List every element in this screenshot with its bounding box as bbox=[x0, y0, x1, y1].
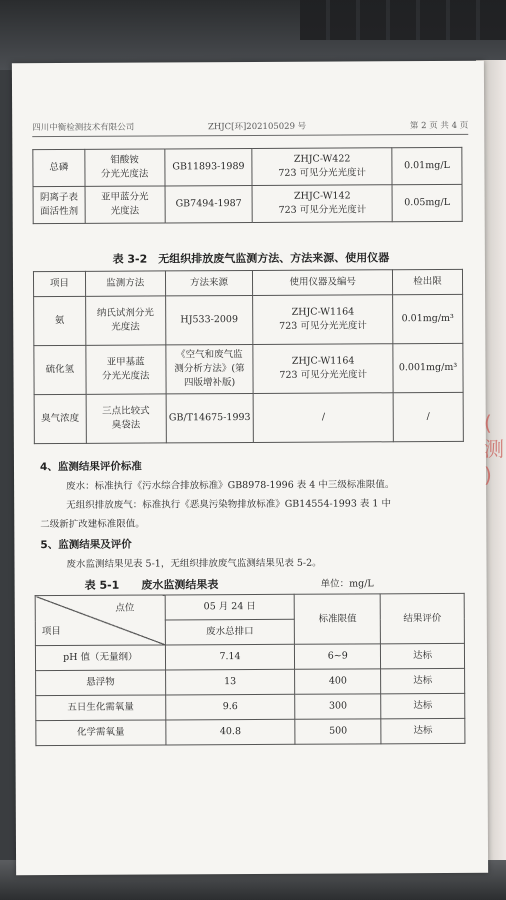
corner-top-label: 点位 bbox=[115, 602, 135, 614]
source-cell: GB7494-1987 bbox=[165, 185, 253, 222]
company-name: 四川中衡检测技术有限公司 bbox=[32, 122, 135, 134]
corner-header bbox=[35, 595, 165, 646]
table-row bbox=[33, 184, 462, 223]
section-title: 4、监测结果评价标准 bbox=[39, 460, 142, 474]
paragraph: 废水监测结果见表 5-1，无组织排放废气监测结果见表 5-2。 bbox=[66, 557, 322, 570]
column-header: 结果评价 bbox=[380, 593, 464, 643]
eval-cell: 达标 bbox=[381, 718, 465, 743]
item-cell: 总磷 bbox=[33, 149, 85, 186]
table-row bbox=[35, 643, 464, 670]
paragraph: 无组织排放废气：标准执行《恶臭污染物排放标准》GB14554-1993 表 1 中 bbox=[66, 498, 392, 511]
method-cell: 纳氏试剂分光 光度法 bbox=[85, 296, 165, 345]
section-title: 5、监测结果及评价 bbox=[40, 538, 132, 552]
item-cell: 氨 bbox=[34, 296, 86, 345]
corner-bottom-label: 项目 bbox=[41, 625, 61, 638]
column-header: 标准限值 bbox=[295, 594, 381, 644]
method-cell: 亚甲蓝分光 光度法 bbox=[85, 186, 165, 223]
item-cell: 五日生化需氧量 bbox=[36, 695, 166, 721]
table-row bbox=[34, 343, 463, 394]
instrument-cell: ZHJC-W142 723 可见分光光度计 bbox=[252, 185, 392, 223]
table-method-water bbox=[32, 147, 462, 224]
limit-cell: 0.05mg/L bbox=[392, 184, 462, 221]
table-row bbox=[36, 718, 465, 745]
instrument-cell: ZHJC-W1164 723 可见分光光度计 bbox=[253, 295, 393, 345]
table-row bbox=[36, 693, 465, 720]
page-number: 第 2 页 共 4 页 bbox=[409, 120, 469, 132]
table-header-row bbox=[35, 593, 464, 620]
table-row bbox=[34, 392, 463, 443]
eval-cell: 达标 bbox=[381, 693, 465, 718]
source-cell: HJ533-2009 bbox=[165, 295, 253, 344]
limit-cell: 0.001mg/m³ bbox=[393, 343, 463, 392]
paragraph: 二级新扩改建标准限值。 bbox=[40, 518, 145, 531]
table-method-gas bbox=[33, 269, 464, 444]
date-header: 05 月 24 日 bbox=[165, 594, 295, 620]
table-row bbox=[36, 668, 465, 695]
column-header: 检出限 bbox=[392, 269, 462, 294]
source-cell: GB11893-1989 bbox=[164, 148, 252, 185]
value-cell: 40.8 bbox=[166, 719, 296, 745]
page-header bbox=[32, 119, 468, 137]
item-cell: pH 值（无量纲） bbox=[35, 645, 165, 671]
table-results-water bbox=[35, 593, 466, 746]
instrument-cell: ZHJC-W422 723 可见分光光度计 bbox=[252, 148, 392, 186]
report-number: ZHJC[环]202105029 号 bbox=[207, 121, 307, 133]
limit-cell: 0.01mg/m³ bbox=[393, 294, 463, 343]
table-header-row bbox=[33, 269, 462, 296]
limit-cell: 500 bbox=[295, 719, 381, 744]
column-header: 使用仪器及编号 bbox=[253, 270, 393, 296]
column-header: 监测方法 bbox=[85, 271, 165, 296]
instrument-cell: / bbox=[254, 393, 394, 443]
source-cell: 《空气和废气监 测分析方法》(第 四版增补版) bbox=[165, 344, 253, 393]
eval-cell: 达标 bbox=[381, 668, 465, 693]
limit-cell: 0.01mg/L bbox=[392, 147, 462, 184]
item-cell: 阴离子表 面活性剂 bbox=[33, 186, 85, 223]
method-cell: 钼酸铵 分光光度法 bbox=[85, 149, 165, 186]
table-unit: 单位：mg/L bbox=[320, 578, 374, 590]
paragraph: 废水：标准执行《污水综合排放标准》GB8978-1996 表 4 中三级标准限值。 bbox=[66, 479, 395, 492]
item-cell: 悬浮物 bbox=[36, 670, 166, 696]
limit-cell: / bbox=[393, 392, 463, 441]
table-caption: 表 3-2 无组织排放废气监测方法、方法来源、使用仪器 bbox=[112, 251, 390, 266]
document-page bbox=[12, 61, 488, 875]
source-cell: GB/T14675-1993 bbox=[166, 393, 254, 442]
value-cell: 13 bbox=[165, 669, 295, 695]
limit-cell: 6~9 bbox=[295, 644, 381, 669]
column-header: 项目 bbox=[33, 271, 85, 296]
table-caption: 表 5-1 废水监测结果表 bbox=[84, 578, 219, 592]
item-cell: 硫化氢 bbox=[34, 345, 86, 394]
location-header: 废水总排口 bbox=[165, 619, 295, 645]
table-row bbox=[34, 294, 463, 345]
eval-cell: 达标 bbox=[381, 643, 465, 668]
limit-cell: 300 bbox=[295, 694, 381, 719]
table-row bbox=[33, 147, 462, 186]
value-cell: 9.6 bbox=[165, 694, 295, 720]
method-cell: 亚甲基蓝 分光光度法 bbox=[86, 345, 166, 394]
keyboard-edge bbox=[300, 0, 506, 40]
item-cell: 臭气浓度 bbox=[34, 394, 86, 443]
item-cell: 化学需氧量 bbox=[36, 720, 166, 746]
column-header: 方法来源 bbox=[165, 270, 253, 295]
instrument-cell: ZHJC-W1164 723 可见分光光度计 bbox=[253, 344, 393, 394]
limit-cell: 400 bbox=[295, 669, 381, 694]
value-cell: 7.14 bbox=[165, 644, 295, 670]
method-cell: 三点比较式 臭袋法 bbox=[86, 394, 166, 443]
seal-stamp-fragment: ( 测 ) bbox=[484, 411, 504, 487]
